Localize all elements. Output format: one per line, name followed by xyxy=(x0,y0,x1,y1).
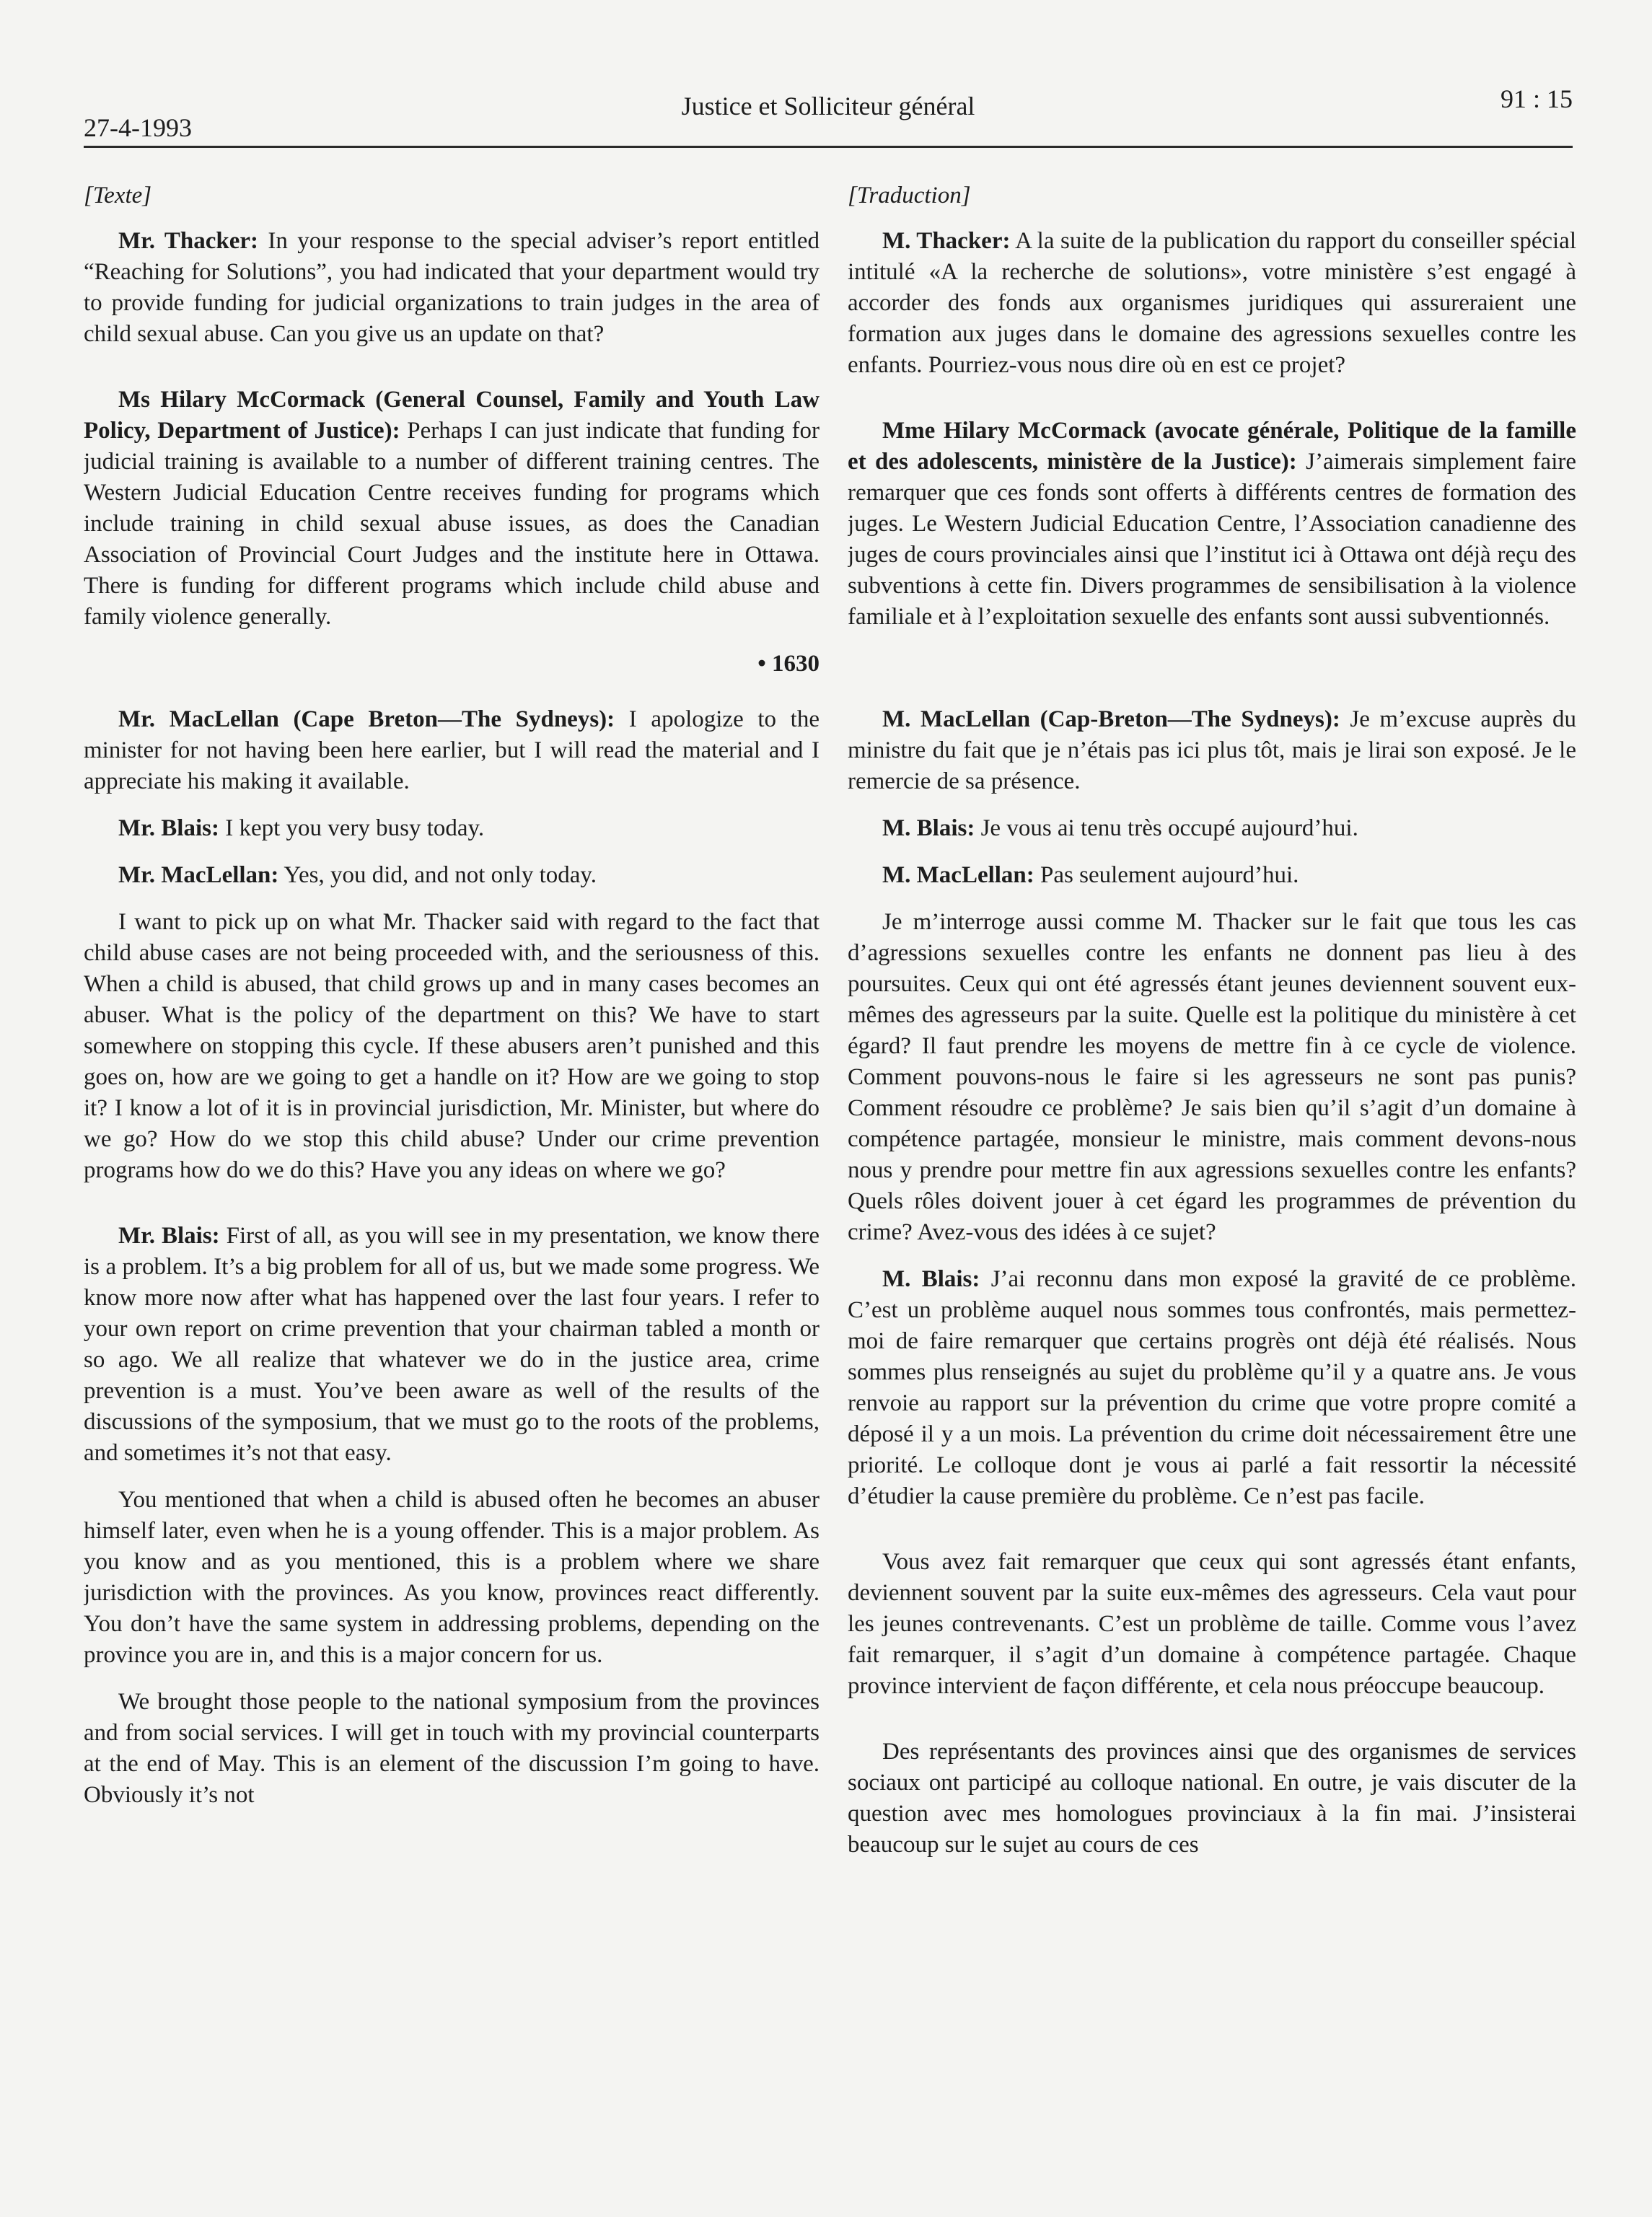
speaker-name: Mr. MacLellan: xyxy=(118,862,279,888)
paragraph xyxy=(84,1221,820,1469)
speech-text: Yes, you did, and not only today. xyxy=(278,862,597,888)
paragraph xyxy=(848,860,1576,891)
header-page-number: 91 : 15 xyxy=(1500,84,1573,113)
speaker-name: Ms Hilary McCormack (General Counsel, Family and Youth Law Policy, Department of Justice): xyxy=(84,387,820,444)
speech-text: In your response to the special adviser’s report entitled “Reaching for Solutions”, you had indicated that your department would try to provide funding for judicial organizations to train judges in the area of child sexual abuse. Can you give us an update on that? xyxy=(84,228,820,347)
speaker-name: Mr. Thacker: xyxy=(118,228,258,254)
paragraph xyxy=(84,385,820,633)
time-spacer xyxy=(848,649,1576,680)
section-marker: [Traduction] xyxy=(848,183,971,208)
paragraph xyxy=(84,704,820,797)
paragraph: Je m’interroge aussi comme M. Thacker sur le fait que tous les cas d’agressions sexuelles contre les enfants ne donnent pas lieu à des poursuites. Ceux qui ont été agressés étant jeunes deviennent souvent eux-mêmes des agresseurs par la suite. Quelle est la politique du ministère à cet égard? Il faut prendre les moyens de mettre fin à ce cycle de violence. Comment pouvons-nous le faire si les agresseurs ne sont pas punis? Comment résoudre ce problème? Je sais bien qu’il s’agit d’un domaine à compétence partagée, monsieur le ministre, mais comment devons-nous nous y prendre pour mettre fin aux agressions sexuelles contre les enfants? Quels rôles doivent jouer à cet égard les programmes de prévention du crime? Avez-vous des idées à ce sujet? xyxy=(848,909,1576,1245)
paragraph xyxy=(84,226,820,350)
paragraph xyxy=(84,813,820,844)
speaker-name: Mr. Blais: xyxy=(118,815,219,841)
page-header xyxy=(84,78,1573,143)
paragraph xyxy=(848,226,1576,381)
speech-text: I kept you very busy today. xyxy=(219,815,485,841)
paragraph xyxy=(848,813,1576,844)
paragraph: We brought those people to the national symposium from the provinces and from social services. I will get in touch with my provincial counterparts at the end of May. This is an element of the discussion I’m going to have. Obviously it’s not xyxy=(84,1689,820,1808)
speaker-name: M. MacLellan (Cap-Breton—The Sydneys): xyxy=(882,706,1340,732)
speaker-name: Mr. Blais: xyxy=(118,1223,220,1249)
header-title: Justice et Solliciteur général xyxy=(681,92,975,120)
speech-text: I apologize to the minister for not having been here earlier, but I will read the material and I appreciate his making it available. xyxy=(84,706,820,794)
paragraph xyxy=(848,1264,1576,1512)
english-column xyxy=(84,180,820,2200)
speech-text: Je m’excuse auprès du ministre du fait que je n’étais pas ici plus tôt, mais je lirai son exposé. Je le remercie de sa présence. xyxy=(848,706,1576,794)
paragraph xyxy=(848,704,1576,797)
paragraph: Des représentants des provinces ainsi que des organismes de services sociaux ont participé au colloque national. En outre, je vais discuter de la question avec mes homologues provinciaux à la fin mai. J’insisterai beaucoup sur le sujet au cours de ces xyxy=(848,1739,1576,1858)
paragraph: You mentioned that when a child is abused often he becomes an abuser himself later, even when he is a young offender. This is a major problem. As you know and as you mentioned, this is a problem where we share jurisdiction with the provinces. As you know, provinces react differently. You don’t have the same system in addressing problems, depending on the province you are in, and this is a major concern for us. xyxy=(84,1487,820,1668)
speaker-name: M. Thacker: xyxy=(882,228,1011,254)
speech-text: Je vous ai tenu très occupé aujourd’hui. xyxy=(975,815,1358,841)
paragraph: Vous avez fait remarquer que ceux qui sont agressés étant enfants, deviennent souvent par la suite eux-mêmes des agresseurs. Cela vaut pour les jeunes contrevenants. C’est un problème de taille. Comme vous l’avez fait remarquer, il s’agit d’un domaine à compétence partagée. Chaque province intervient de façon différente, et cela nous préoccupe beaucoup. xyxy=(848,1549,1576,1699)
header-rule xyxy=(84,146,1573,148)
time-stamp: • 1630 xyxy=(757,651,820,677)
header-date: 27-4-1993 xyxy=(84,113,192,142)
paragraph xyxy=(84,860,820,891)
speech-text: J’ai reconnu dans mon exposé la gravité de ce problème. C’est un problème auquel nous sommes tous confrontés, mais permettez-moi de faire remarquer que certains progrès ont déjà été réalisés. Nous sommes plus renseignés au sujet du problème qu’il y a quatre ans. Je vous renvoie au rapport sur la prévention du crime que votre propre comité a déposé il y a un mois. La prévention du crime doit nécessairement être une priorité. Le colloque dont je vous ai parlé a fait ressortir la nécessité d’étudier la cause première du problème. Ce n’est pas facile. xyxy=(848,1266,1576,1509)
speech-text: Perhaps I can just indicate that funding for judicial training is available to a number of different training centres. The Western Judicial Education Centre receives funding for programs which include training in child sexual abuse issues, as does the Canadian Association of Provincial Court Judges and the institute here in Ottawa. There is funding for different programs which include child abuse and family violence generally. xyxy=(84,418,820,630)
paragraph xyxy=(848,416,1576,633)
speech-text: J’aimerais simplement faire remarquer que ces fonds sont offerts à différents centres de formation des juges. Le Western Judicial Education Centre, l’Association canadienne des juges de cours provinciales ainsi que l’institut ici à Ottawa ont déjà reçu des subventions à cette fin. Divers programmes de sensibilisation à la violence familiale et à l’exploitation sexuelle des enfants sont aussi subventionnés. xyxy=(848,449,1576,630)
speaker-name: Mme Hilary McCormack (avocate générale, Politique de la famille et des adolescents, ministère de la Justice): xyxy=(848,418,1576,475)
speech-text: A la suite de la publication du rapport du conseiller spécial intitulé «A la recherche de solutions», votre ministère s’est engagé à accorder des fonds aux organismes juridiques qui assureraient une formation aux juges dans le domaine des agressions sexuelles contre les enfants. Pourriez-vous nous dire où en est ce projet? xyxy=(848,228,1576,378)
speech-text: Pas seulement aujourd’hui. xyxy=(1034,862,1299,888)
paragraph: I want to pick up on what Mr. Thacker said with regard to the fact that child abuse cases are not being proceeded with, and the seriousness of this. When a child is abused, that child grows up and in many cases becomes an abuser. What is the policy of the department on this? We have to start somewhere on stopping this cycle. If these abusers aren’t punished and this goes on, how are we going to get a handle on it? How are we going to stop it? I know a lot of it is in provincial jurisdiction, Mr. Minister, but where do we go? How do we stop this child abuse? Under our crime prevention programs how do we do this? Have you any ideas on where we go? xyxy=(84,909,820,1183)
speaker-name: M. Blais: xyxy=(882,1266,980,1292)
speaker-name: Mr. MacLellan (Cape Breton—The Sydneys): xyxy=(118,706,615,732)
speaker-name: M. Blais: xyxy=(882,815,975,841)
french-column xyxy=(848,180,1576,2200)
speech-text: First of all, as you will see in my presentation, we know there is a problem. It’s a big problem for all of us, but we made some progress. We know more now after what has happened over the last four years. I refer to your own report on crime prevention that your chairman tabled a month or so ago. We all realize that whatever we do in the justice area, crime prevention is a must. You’ve been aware as well of the results of the discussions of the symposium, that we must go to the roots of the problems, and sometimes it’s not that easy. xyxy=(84,1223,820,1466)
speaker-name: M. MacLellan: xyxy=(882,862,1034,888)
section-marker: [Texte] xyxy=(84,183,152,208)
